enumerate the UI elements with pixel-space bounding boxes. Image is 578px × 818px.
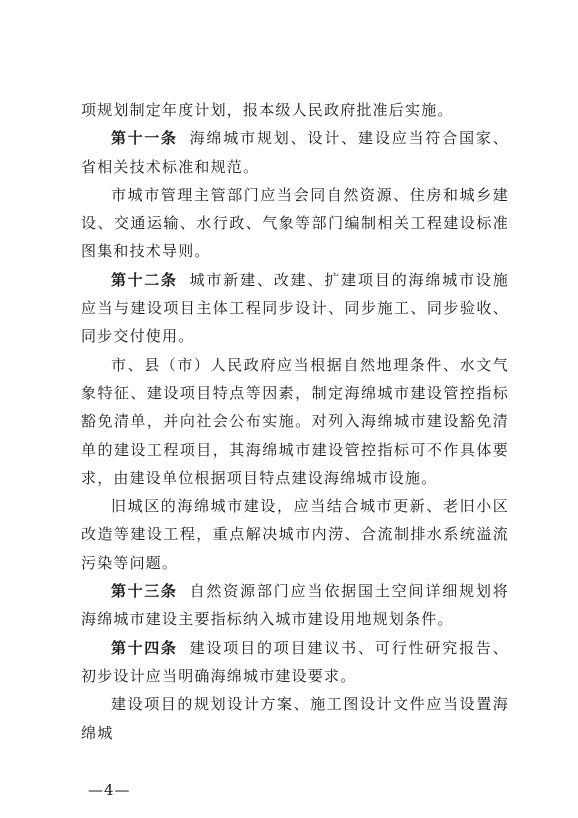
paragraph-9 xyxy=(81,690,509,747)
paragraph-text: 建设项目的规划设计方案、施工图设计文件应当设置海绵城 xyxy=(81,695,509,742)
paragraph-text: 市、县（市）人民政府应当根据自然地理条件、水文气象特征、建设项目特点等因素，制定海绵城市建设管控指标豁免清单，并向社会公布实施。对列入海绵城市建设豁免清单的建设工程项目，其海绵城市建设管控指标可不作具体要求，由建设单位根据项目特点建设海绵城市设施。 xyxy=(81,355,509,487)
paragraph-text: 市城市管理主管部门应当会同自然资源、住房和城乡建设、交通运输、水行政、气象等部门编制相关工程建设标准图集和技术导则。 xyxy=(81,185,509,261)
article-12 xyxy=(81,266,509,351)
paragraph-6 xyxy=(81,492,509,577)
paragraph-text: 自然资源部门应当依据国土空间详细规划将海绵城市建设主要指标纳入城市建设用地规划条件。 xyxy=(81,582,509,629)
paragraph-text: 旧城区的海绵城市建设，应当结合城市更新、老旧小区改造等建设工程，重点解决城市内涝、合流制排水系统溢流污染等问题。 xyxy=(81,497,509,572)
paragraph-3 xyxy=(81,181,509,266)
article-title: 第十三条 xyxy=(111,582,178,601)
paragraph-text: 项规划制定年度计划，报本级人民政府批准后实施。 xyxy=(81,101,454,119)
article-14 xyxy=(81,634,509,691)
article-title: 第十一条 xyxy=(111,129,178,148)
paragraph-1 xyxy=(81,96,509,124)
article-11 xyxy=(81,124,509,181)
article-title: 第十二条 xyxy=(111,270,178,289)
body-text xyxy=(81,96,509,747)
paragraph-5 xyxy=(81,351,509,492)
article-13 xyxy=(81,577,509,634)
page-number: —4— xyxy=(88,781,131,799)
paragraph-text: 海绵城市规划、设计、建设应当符合国家、省相关技术标准和规范。 xyxy=(81,129,509,176)
paragraph-text: 建设项目的项目建议书、可行性研究报告、初步设计应当明确海绵城市建设要求。 xyxy=(81,638,509,685)
paragraph-text: 城市新建、改建、扩建项目的海绵城市设施应当与建设项目主体工程同步设计、同步施工、同步验收、同步交付使用。 xyxy=(81,270,509,346)
article-title: 第十四条 xyxy=(111,638,178,657)
